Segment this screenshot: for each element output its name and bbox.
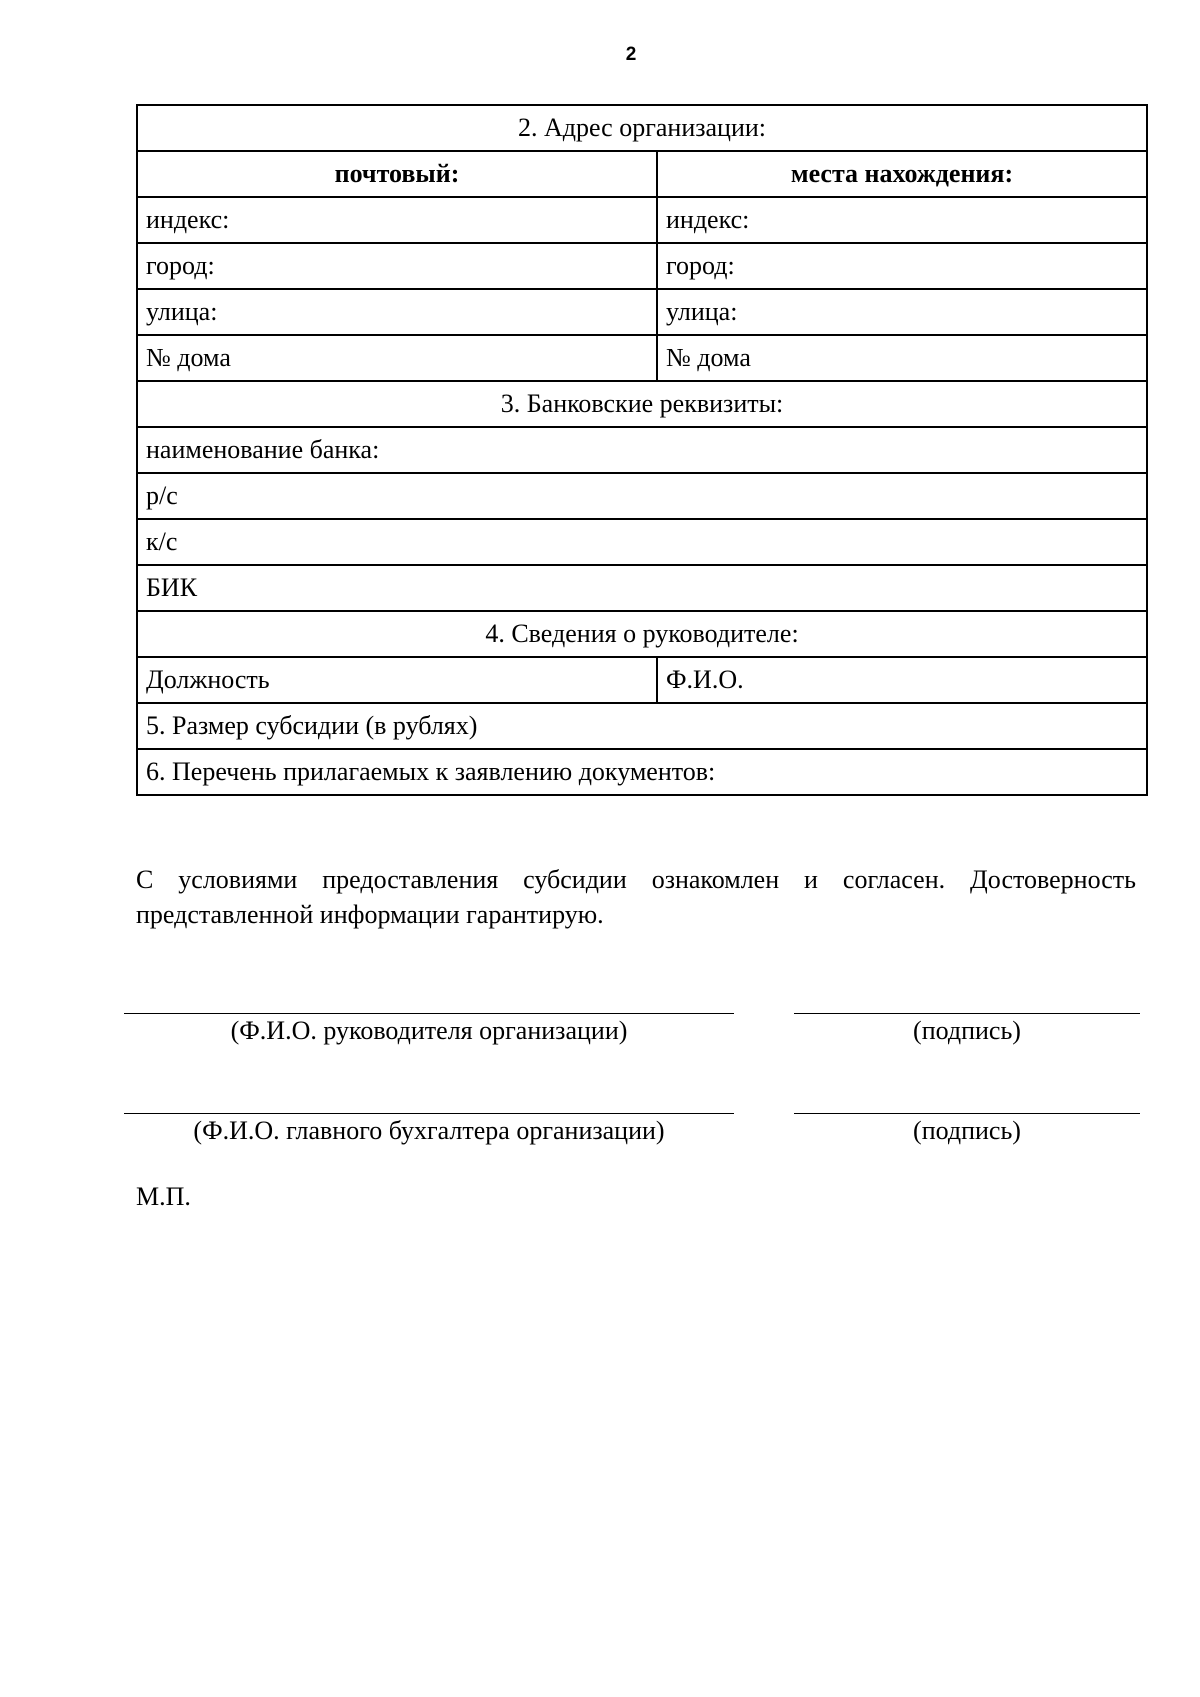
settlement-account-field[interactable]: р/с <box>137 473 1147 519</box>
location-street-field[interactable]: улица: <box>657 289 1147 335</box>
head-signature-line[interactable] <box>794 1013 1140 1014</box>
bik-field[interactable]: БИК <box>137 565 1147 611</box>
bank-name-row <box>137 427 1147 473</box>
correspondent-account-row <box>137 519 1147 565</box>
accountant-signature-line[interactable] <box>794 1113 1140 1114</box>
page-number: 2 <box>625 44 637 65</box>
postal-street-field[interactable]: улица: <box>137 289 657 335</box>
location-column-header: места нахождения: <box>657 151 1147 197</box>
documents-list-row <box>137 749 1147 795</box>
head-fio-field[interactable]: Ф.И.О. <box>657 657 1147 703</box>
bank-heading-row <box>137 381 1147 427</box>
documents-list-field[interactable]: 6. Перечень прилагаемых к заявлению документов: <box>137 749 1147 795</box>
head-details-row <box>137 657 1147 703</box>
subsidy-size-field[interactable]: 5. Размер субсидии (в рублях) <box>137 703 1147 749</box>
stamp-place-label: М.П. <box>136 1182 191 1211</box>
head-heading: 4. Сведения о руководителе: <box>137 611 1147 657</box>
postal-index-field[interactable]: индекс: <box>137 197 657 243</box>
accountant-name-line[interactable] <box>124 1113 734 1114</box>
head-position-field[interactable]: Должность <box>137 657 657 703</box>
postal-house-field[interactable]: № дома <box>137 335 657 381</box>
settlement-account-row <box>137 473 1147 519</box>
address-index-row <box>137 197 1147 243</box>
bik-row <box>137 565 1147 611</box>
head-name-caption: (Ф.И.О. руководителя организации) <box>230 1016 628 1045</box>
correspondent-account-field[interactable]: к/с <box>137 519 1147 565</box>
agreement-statement: С условиями предоставления субсидии ознакомлен и согласен. Достоверность представленной информации гарантирую. <box>136 865 1136 929</box>
location-city-field[interactable]: город: <box>657 243 1147 289</box>
postal-city-field[interactable]: город: <box>137 243 657 289</box>
address-street-row <box>137 289 1147 335</box>
head-name-line[interactable] <box>124 1013 734 1014</box>
accountant-signature-caption: (подпись) <box>913 1116 1021 1145</box>
address-heading-row <box>137 105 1147 151</box>
subsidy-size-row <box>137 703 1147 749</box>
application-form-table <box>136 104 1148 796</box>
head-signature-caption: (подпись) <box>913 1016 1021 1045</box>
postal-column-header: почтовый: <box>137 151 657 197</box>
head-heading-row <box>137 611 1147 657</box>
bank-name-field[interactable]: наименование банка: <box>137 427 1147 473</box>
address-columns-row <box>137 151 1147 197</box>
address-city-row <box>137 243 1147 289</box>
location-index-field[interactable]: индекс: <box>657 197 1147 243</box>
bank-heading: 3. Банковские реквизиты: <box>137 381 1147 427</box>
location-house-field[interactable]: № дома <box>657 335 1147 381</box>
address-house-row <box>137 335 1147 381</box>
address-heading: 2. Адрес организации: <box>137 105 1147 151</box>
accountant-name-caption: (Ф.И.О. главного бухгалтера организации) <box>193 1116 665 1145</box>
